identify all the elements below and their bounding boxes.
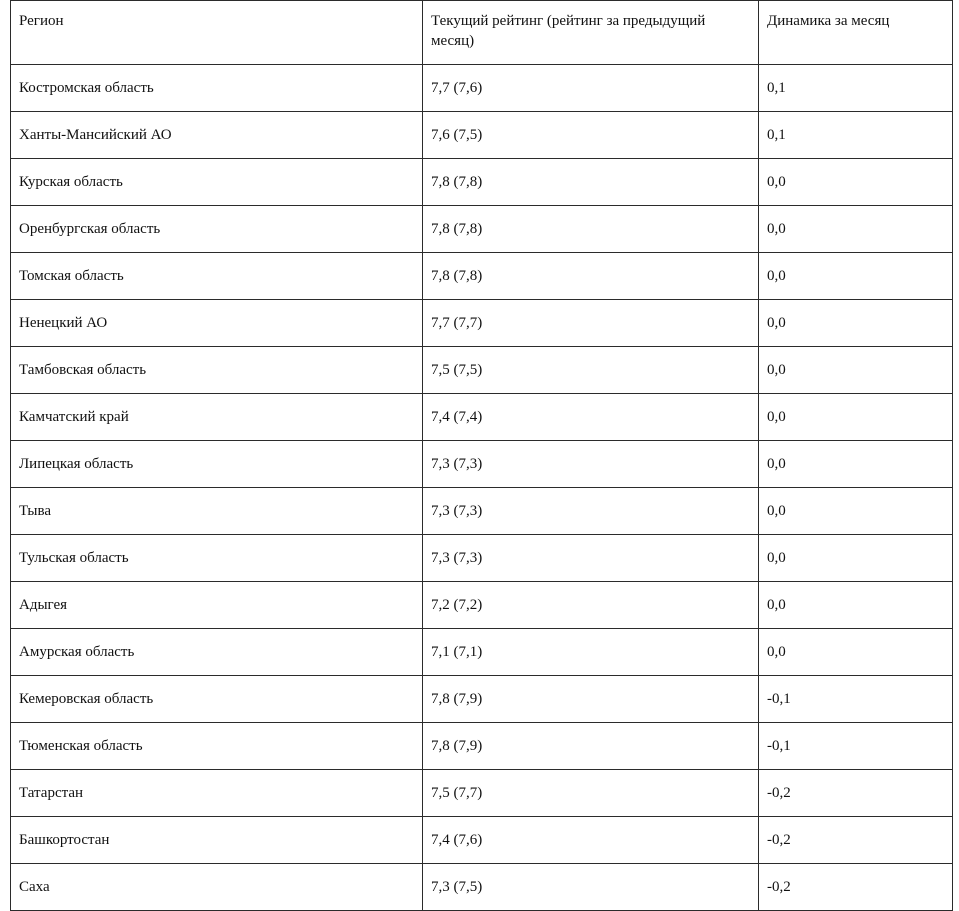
rating-cell: 7,8 (7,8): [423, 253, 759, 300]
region-cell: Тамбовская область: [11, 347, 423, 394]
rating-cell: 7,3 (7,3): [423, 488, 759, 535]
table-row: [11, 770, 953, 817]
rating-cell: 7,1 (7,1): [423, 629, 759, 676]
region-cell: Томская область: [11, 253, 423, 300]
change-cell: 0,0: [759, 159, 953, 206]
region-cell: Башкортостан: [11, 817, 423, 864]
table-row: [11, 65, 953, 112]
region-ratings-table: [10, 0, 953, 911]
change-cell: 0,0: [759, 441, 953, 488]
table-row: [11, 300, 953, 347]
table-row: [11, 817, 953, 864]
change-cell: 0,0: [759, 347, 953, 394]
rating-cell: 7,3 (7,3): [423, 441, 759, 488]
change-cell: 0,0: [759, 629, 953, 676]
table-row: [11, 206, 953, 253]
change-cell: 0,0: [759, 253, 953, 300]
change-cell: 0,0: [759, 206, 953, 253]
region-cell: Липецкая область: [11, 441, 423, 488]
rating-cell: 7,3 (7,5): [423, 864, 759, 911]
rating-cell: 7,8 (7,8): [423, 206, 759, 253]
table-row: [11, 394, 953, 441]
change-cell: 0,0: [759, 535, 953, 582]
rating-cell: 7,3 (7,3): [423, 535, 759, 582]
change-cell: 0,0: [759, 300, 953, 347]
rating-cell: 7,7 (7,6): [423, 65, 759, 112]
header-current-rating: Текущий рейтинг (рейтинг за предыдущий месяц): [423, 1, 759, 65]
table-row: [11, 441, 953, 488]
change-cell: -0,2: [759, 864, 953, 911]
region-cell: Татарстан: [11, 770, 423, 817]
region-cell: Кемеровская область: [11, 676, 423, 723]
change-cell: -0,2: [759, 817, 953, 864]
region-cell: Оренбургская область: [11, 206, 423, 253]
rating-cell: 7,5 (7,7): [423, 770, 759, 817]
table-row: [11, 676, 953, 723]
rating-cell: 7,8 (7,9): [423, 676, 759, 723]
rating-cell: 7,2 (7,2): [423, 582, 759, 629]
rating-cell: 7,4 (7,6): [423, 817, 759, 864]
change-cell: 0,0: [759, 488, 953, 535]
region-cell: Ханты-Мансийский АО: [11, 112, 423, 159]
change-cell: -0,1: [759, 723, 953, 770]
table-row: [11, 723, 953, 770]
table-header-row: [11, 1, 953, 65]
change-cell: 0,1: [759, 65, 953, 112]
region-cell: Костромская область: [11, 65, 423, 112]
rating-cell: 7,8 (7,8): [423, 159, 759, 206]
rating-cell: 7,5 (7,5): [423, 347, 759, 394]
region-cell: Курская область: [11, 159, 423, 206]
change-cell: -0,2: [759, 770, 953, 817]
region-cell: Тыва: [11, 488, 423, 535]
table-row: [11, 488, 953, 535]
change-cell: 0,0: [759, 582, 953, 629]
rating-cell: 7,8 (7,9): [423, 723, 759, 770]
table-row: [11, 582, 953, 629]
region-cell: Тульская область: [11, 535, 423, 582]
table-row: [11, 112, 953, 159]
rating-cell: 7,7 (7,7): [423, 300, 759, 347]
rating-cell: 7,6 (7,5): [423, 112, 759, 159]
table-row: [11, 864, 953, 911]
table-row: [11, 535, 953, 582]
table-row: [11, 159, 953, 206]
table-row: [11, 629, 953, 676]
region-cell: Тюменская область: [11, 723, 423, 770]
change-cell: 0,0: [759, 394, 953, 441]
region-cell: Адыгея: [11, 582, 423, 629]
header-region: Регион: [11, 1, 423, 65]
header-monthly-change: Динамика за месяц: [759, 1, 953, 65]
change-cell: 0,1: [759, 112, 953, 159]
rating-cell: 7,4 (7,4): [423, 394, 759, 441]
region-cell: Камчатский край: [11, 394, 423, 441]
region-cell: Ненецкий АО: [11, 300, 423, 347]
region-cell: Саха: [11, 864, 423, 911]
change-cell: -0,1: [759, 676, 953, 723]
region-cell: Амурская область: [11, 629, 423, 676]
table-row: [11, 253, 953, 300]
table-row: [11, 347, 953, 394]
table-body: [11, 65, 953, 911]
